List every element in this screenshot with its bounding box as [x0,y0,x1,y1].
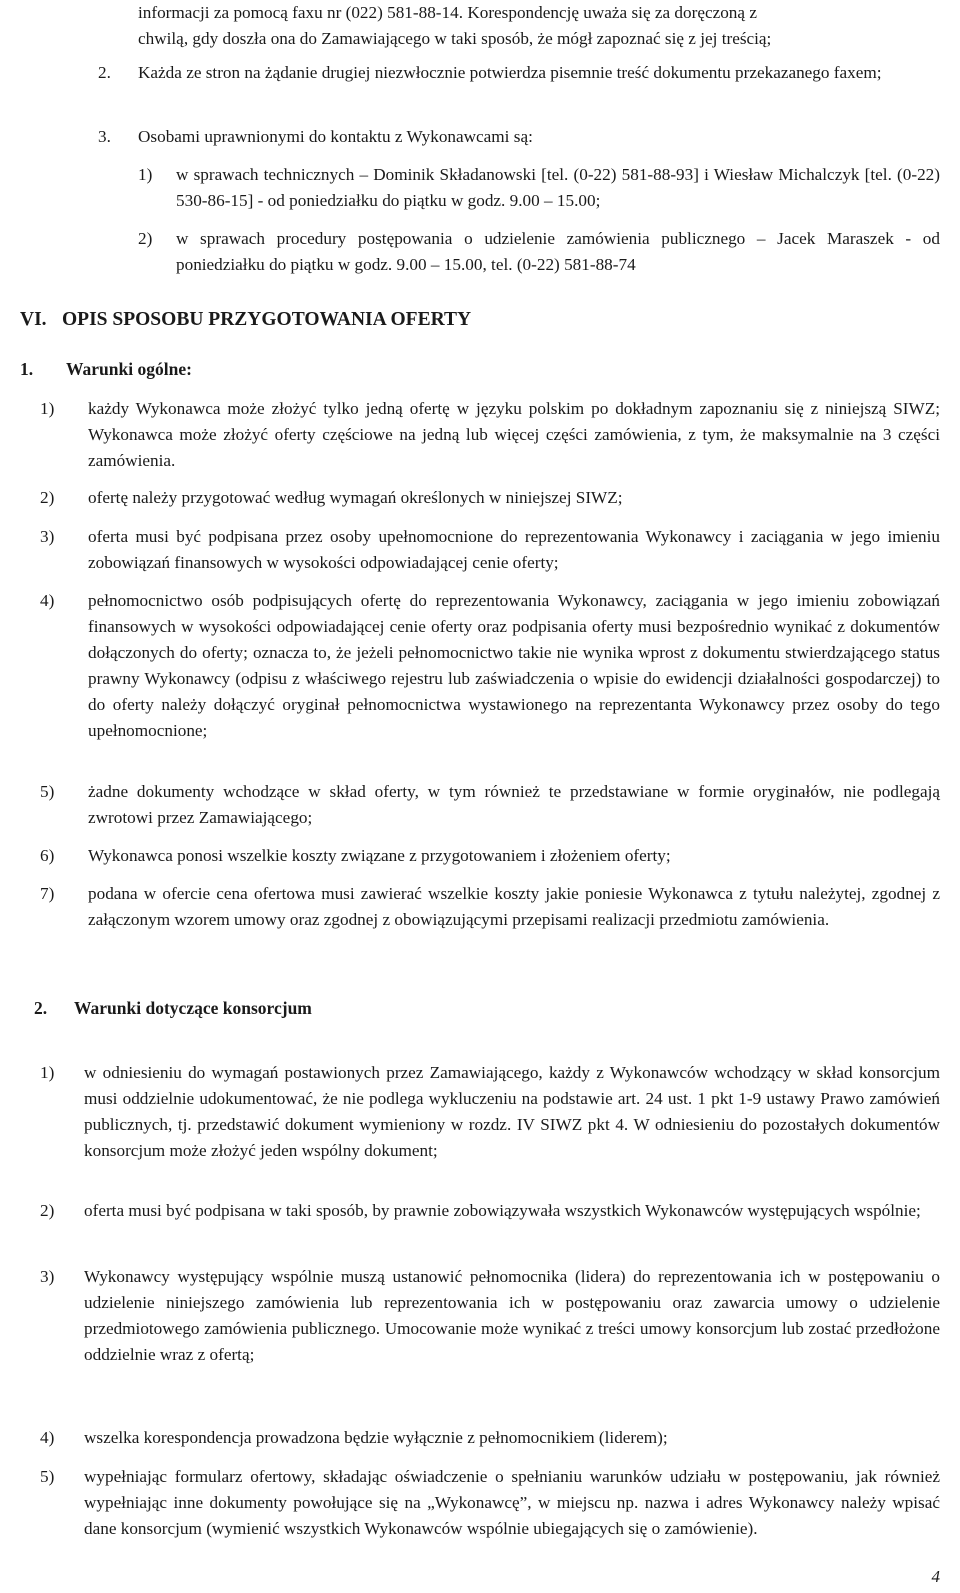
list-text: pełnomocnictwo osób podpisujących ofertę do reprezentowania Wykonawcy, zaciągania w jego imieniu zobowiązań finansowych w wysokości odpowiadającej cenie oferty oraz podpisania oferty musi bezpośrednio wynikać z dokumentów dołączonych do oferty; oznacza to, że jeżeli pełnomocnictwo takie nie wynika wprost z dokumentu stwierdzającego status prawny Wykonawcy (odpisu z właściwego rejestru lub zaświadczenia o wpisie do ewidencji działalności gospodarczej) to do oferty należy dołączyć oryginał pełnomocnictwa wystawionego na reprezentanta Wykonawcy przez osoby do tego upełnomocnione; [88,591,940,740]
list-number: 3) [40,527,55,546]
list-number: 3. [98,127,111,146]
consortium-item-3 [40,1264,940,1368]
subsection-number: 2. [34,998,48,1018]
subsection-heading-1 [20,356,192,382]
list-text: oferta musi być podpisana w taki sposób, by prawnie zobowiązywała wszystkich Wykonawców występujących wspólnie; [84,1201,921,1220]
contact-item-2 [138,226,940,278]
list-number: 6) [40,846,55,865]
list-text: wypełniając formularz ofertowy, składając oświadczenie o spełnianiu warunków udziału w postępowaniu, jak również wypełniając inne dokumenty powołujące się na „Wykonawcę”, w miejscu np. nazwa i adres Wykonawcy należy wpisać dane konsorcjum (wymienić wszystkich Wykonawców wspólnie ubiegających się o zamówienie). [84,1467,940,1538]
conditions-item-1 [40,396,940,474]
list-text: żadne dokumenty wchodzące w skład oferty, w tym również te przedstawiane w formie oryginałów, nie podlegają zwrotowi przez Zamawiającego; [88,782,940,827]
consortium-item-2 [40,1198,940,1224]
list-text: w sprawach procedury postępowania o udzielenie zamówienia publicznego – Jacek Maraszek - od poniedziałku do piątku w godz. 9.00 – 15.00, tel. (0-22) 581-88-74 [176,229,940,274]
list-text: Osobami uprawnionymi do kontaktu z Wykonawcami są: [138,127,533,146]
consortium-item-4 [40,1425,940,1451]
list-text: podana w ofercie cena ofertowa musi zawierać wszelkie koszty jakie poniesie Wykonawca z tytułu należytej, zgodnej z załączonym wzorem umowy oraz zgodnej z obowiązującymi przepisami realizacji przedmiotu zamówienia. [88,884,940,929]
contact-item-1 [138,162,940,214]
conditions-item-5 [40,779,940,831]
list-item-2 [98,60,940,86]
list-text: ofertę należy przygotować według wymagań określonych w niniejszej SIWZ; [88,488,623,507]
subsection-title: Warunki dotyczące konsorcjum [74,998,312,1018]
conditions-item-7 [40,881,940,933]
list-number: 7) [40,884,55,903]
list-number: 5) [40,782,55,801]
subsection-heading-2 [34,995,312,1021]
list-text: w sprawach technicznych – Dominik Składanowski [tel. (0-22) 581-88-93] i Wiesław Michalczyk [tel. (0-22) 530-86-15] - od poniedziałku do piątku w godz. 9.00 – 15.00; [176,165,940,210]
page-number: 4 [931,1567,940,1586]
list-number: 5) [40,1467,55,1486]
consortium-item-1 [40,1060,940,1164]
list-text: Wykonawcy występujący wspólnie muszą ustanowić pełnomocnika (lidera) do reprezentowania ich w postępowaniu o udzielenie niniejszego zamówienia lub reprezentowania ich w postępowaniu oraz zawarcia umowy o udzielenie przedmiotowego zamówienia publicznego. Umocowanie może wynikać z treści umowy konsorcjum lub zostać przedłożone oddzielnie wraz z ofertą; [84,1267,940,1364]
list-text: każdy Wykonawca może złożyć tylko jedną ofertę w języku polskim po dokładnym zapoznaniu się z niniejszą SIWZ; Wykonawca może złożyć oferty częściowe na jedną lub więcej części zamówienia, z tym, że maksymalnie na 3 części zamówienia. [88,399,940,470]
conditions-item-4 [40,588,940,744]
list-number: 2. [98,63,111,82]
paragraph-continuation-line-2: chwilą, gdy doszła ona do Zamawiającego w taki sposób, że mógł zapoznać się z jej treścią; [138,29,772,48]
conditions-item-6 [40,843,940,869]
list-text: w odniesieniu do wymagań postawionych przez Zamawiającego, każdy z Wykonawców wchodzący w skład konsorcjum musi oddzielnie udokumentować, że nie podlega wykluczeniu na podstawie art. 24 ust. 1 pkt 1-9 ustawy Prawo zamówień publicznych, tj. przedstawić dokument wymieniony w rozdz. IV SIWZ pkt 4. W odniesieniu do pozostałych dokumentów konsorcjum może złożyć jeden wspólny dokument; [84,1063,940,1160]
conditions-item-2 [40,485,940,511]
list-number: 1) [40,1063,55,1082]
list-number: 2) [138,229,153,248]
subsection-title: Warunki ogólne: [66,359,192,379]
list-number: 2) [40,1201,55,1220]
list-number: 2) [40,488,55,507]
subsection-number: 1. [20,359,34,379]
list-number: 3) [40,1267,55,1286]
list-number: 4) [40,591,55,610]
list-number: 1) [40,399,55,418]
section-title: OPIS SPOSOBU PRZYGOTOWANIA OFERTY [62,309,472,330]
list-number: 1) [138,165,153,184]
list-text: Wykonawca ponosi wszelkie koszty związane z przygotowaniem i złożeniem oferty; [88,846,671,865]
section-heading-vi [20,307,471,333]
list-item-3 [98,124,940,150]
section-number: VI. [20,309,47,330]
list-text: Każda ze stron na żądanie drugiej niezwłocznie potwierdza pisemnie treść dokumentu przekazanego faxem; [138,63,882,82]
paragraph-continuation-line-1: informacji za pomocą faxu nr (022) 581-88-14. Korespondencję uważa się za doręczoną z [138,3,757,22]
consortium-item-5 [40,1464,940,1542]
list-text: oferta musi być podpisana przez osoby upełnomocnione do reprezentowania Wykonawcy i zaciągania w jego imieniu zobowiązań finansowych w wysokości odpowiadającej cenie oferty; [88,527,940,572]
list-text: wszelka korespondencja prowadzona będzie wyłącznie z pełnomocnikiem (liderem); [84,1428,668,1447]
list-number: 4) [40,1428,55,1447]
conditions-item-3 [40,524,940,576]
